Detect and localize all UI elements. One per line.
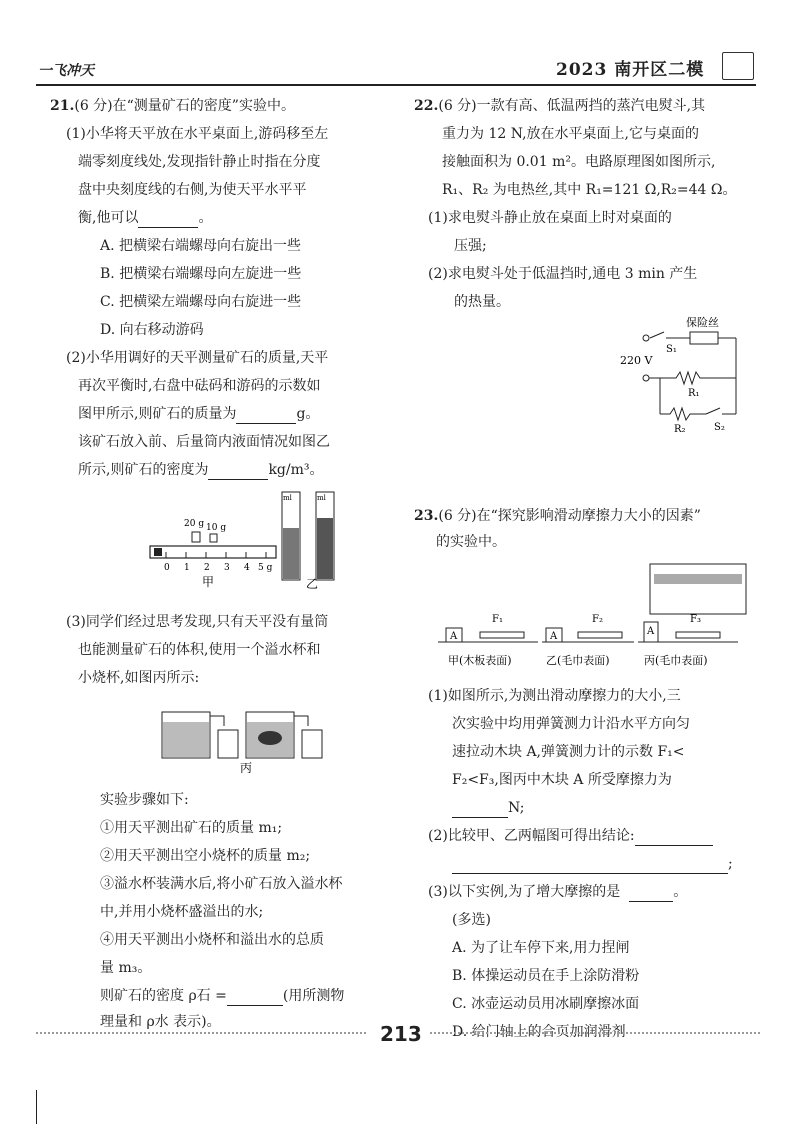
q23-text: 速拉动木块 A,弹簧测力计的示数 F₁< xyxy=(452,744,685,760)
rider-icon xyxy=(154,548,162,556)
voltage-label: 220 V xyxy=(620,354,653,367)
header-title: 2023 南开区二模 xyxy=(556,60,705,80)
step: 中,并用小烧杯盛溢出的水; xyxy=(100,904,264,920)
option-b: B. 把横梁右端螺母向左旋进一些 xyxy=(100,266,302,282)
q21-text: 盘中央刻度线的右侧,为使天平水平平 xyxy=(78,182,307,198)
header-rule xyxy=(36,84,756,86)
q21-text: 端零刻度线处,发现指针静止时指在分度 xyxy=(78,154,321,170)
q21-text: 该矿石放入前、后量筒内液面情况如图乙 xyxy=(78,434,330,450)
weight-label: 20 g xyxy=(184,519,205,529)
figure-balance-cylinders xyxy=(146,478,406,598)
terminal-icon xyxy=(643,375,649,381)
scale-tick-label: 3 xyxy=(224,563,230,573)
option-a: A. 把横梁右端螺母向右旋出一些 xyxy=(100,238,302,254)
q22-line: 的热量。 xyxy=(454,294,510,310)
step: 量 m₃。 xyxy=(100,960,152,976)
option-c: C. 把横梁左端螺母向右旋进一些 xyxy=(100,294,302,310)
step: ④用天平测出小烧杯和溢出水的总质 xyxy=(100,932,324,948)
q22-line: R₁、R₂ 为电热丝,其中 R₁=121 Ω,R₂=44 Ω。 xyxy=(442,182,737,198)
fuse-label: 保险丝 xyxy=(686,316,719,329)
r1-resistor-icon xyxy=(660,372,736,384)
answer-blank[interactable] xyxy=(635,831,713,846)
q22-line: 重力为 12 N,放在水平桌面上,它与桌面的 xyxy=(442,126,699,142)
weight-label: 10 g xyxy=(206,523,227,533)
answer-blank[interactable] xyxy=(138,213,198,228)
q21-text: (1)小华将天平放在水平桌面上,游码移至左 xyxy=(66,126,329,142)
q23-multi: (多选) xyxy=(452,912,491,928)
block-label: A xyxy=(450,631,458,642)
step: ③溢水杯装满水后,将小矿石放入溢水杯 xyxy=(100,876,343,892)
weight-icon xyxy=(192,532,200,542)
liquid-before xyxy=(283,528,299,579)
spout-2 xyxy=(294,716,308,726)
figure-label-yi: 乙 xyxy=(306,577,319,591)
ore-icon xyxy=(258,731,282,745)
answer-blank[interactable] xyxy=(629,887,673,902)
spring-scale-icon xyxy=(676,632,720,638)
figure-label: 乙(毛巾表面) xyxy=(546,654,610,667)
spring-scale-icon xyxy=(578,632,622,638)
q23-text: F₂<F₃,图丙中木块 A 所受摩擦力为 xyxy=(452,772,672,788)
q22-line: 接触面积为 0.01 m²。电路原理图如图所示, xyxy=(442,154,716,170)
q22-line: (1)求电熨斗静止放在桌面上时对桌面的 xyxy=(428,210,672,226)
s1-label: S₁ xyxy=(666,344,677,355)
footer-rule-left xyxy=(36,1032,366,1034)
answer-blank[interactable] xyxy=(227,991,283,1006)
small-beaker-2 xyxy=(302,730,322,758)
q21-text: 衡,他可以 。 xyxy=(78,210,213,226)
fuse-icon xyxy=(690,332,718,344)
terminal-icon xyxy=(643,335,649,341)
block-label: A xyxy=(647,626,655,637)
figure-label-jia: 甲 xyxy=(202,575,215,589)
answer-blank[interactable] xyxy=(452,859,728,874)
option-d: D. 向右移动游码 xyxy=(100,322,204,338)
cylinder-unit: ml xyxy=(317,494,326,502)
scale-tick-label: 4 xyxy=(244,563,250,573)
footer-rule-right xyxy=(430,1032,760,1034)
cylinder-unit: ml xyxy=(283,494,292,502)
water xyxy=(163,722,209,757)
q21-text: 再次平衡时,右盘中砝码和游码的示数如 xyxy=(78,378,321,394)
spout xyxy=(210,716,224,726)
q22-line: (2)求电熨斗处于低温挡时,通电 3 min 产生 xyxy=(428,266,698,282)
margin-mark xyxy=(36,1090,37,1124)
balance-beam xyxy=(150,546,276,558)
q21-text: 所示,则矿石的密度为 kg/m³。 xyxy=(78,462,324,478)
s2-label: S₂ xyxy=(714,422,725,433)
spring-scale-zoom xyxy=(650,564,746,614)
header-stamp-icon xyxy=(722,52,754,80)
block-label: A xyxy=(550,631,558,642)
option-d: D. 给门轴上的合页加润滑剂 xyxy=(452,1024,626,1040)
q23-text: (1)如图所示,为测出滑动摩擦力的大小,三 xyxy=(428,688,681,704)
q23-text: 次实验中均用弹簧测力计沿水平方向匀 xyxy=(452,716,690,732)
force-label: F₂ xyxy=(592,614,603,625)
scale-tick-label: 1 xyxy=(184,563,190,573)
q22-line: 22.(6 分)一款有高、低温两挡的蒸汽电熨斗,其 xyxy=(414,98,706,114)
figure-overflow-cup xyxy=(160,696,330,776)
answer-blank[interactable] xyxy=(236,409,296,424)
figure-label-bing: 丙 xyxy=(240,761,253,775)
force-label: F₁ xyxy=(492,614,503,625)
page-number: 213 xyxy=(380,1022,422,1046)
q21-text: (3)同学们经过思考发现,只有天平没有量筒 xyxy=(66,614,329,630)
q21-intro: 21.(6 分)在“测量矿石的密度”实验中。 xyxy=(50,98,295,114)
q21-last: 理量和 ρ水 表示)。 xyxy=(100,1014,221,1030)
spring-scale-icon xyxy=(480,632,524,638)
q23-intro: 23.(6 分)在“探究影响滑动摩擦力大小的因素” xyxy=(414,508,701,524)
switch-s2 xyxy=(706,408,720,414)
q21-text: (2)小华用调好的天平测量矿石的质量,天平 xyxy=(66,350,329,366)
r1-label: R₁ xyxy=(688,388,700,399)
liquid-after xyxy=(317,518,333,579)
q21-text: 小烧杯,如图丙所示: xyxy=(78,670,200,686)
option-b: B. 体操运动员在手上涂防滑粉 xyxy=(452,968,640,984)
q23-text: ; xyxy=(452,854,733,874)
option-c: C. 冰壶运动员用冰刷摩擦冰面 xyxy=(452,996,640,1012)
steps-title: 实验步骤如下: xyxy=(100,792,189,808)
q23-intro: 的实验中。 xyxy=(436,534,506,550)
scale-body xyxy=(654,574,742,584)
q21-text: 图甲所示,则矿石的质量为 g。 xyxy=(78,406,320,422)
scale-tick-label: 5 g xyxy=(258,563,273,573)
figure-label: 丙(毛巾表面) xyxy=(644,654,708,667)
friction-figures xyxy=(438,562,758,672)
scale-tick-label: 2 xyxy=(204,563,210,573)
answer-blank[interactable] xyxy=(452,803,508,818)
option-a: A. 为了让车停下来,用力捏闸 xyxy=(452,940,630,956)
figure-label: 甲(木板表面) xyxy=(448,654,512,667)
force-label: F₃ xyxy=(690,614,701,625)
q23-text: (2)比较甲、乙两幅图可得出结论: xyxy=(428,826,713,846)
q21-text: 也能测量矿石的体积,使用一个溢水杯和 xyxy=(78,642,321,658)
small-beaker xyxy=(218,730,238,758)
q23-text: N; xyxy=(452,798,524,818)
step: ②用天平测出空小烧杯的质量 m₂; xyxy=(100,848,311,864)
q23-text: (3)以下实例,为了增大摩擦的是 。 xyxy=(428,884,688,900)
circuit-diagram xyxy=(610,310,750,440)
brand-logo: 一飞冲天 xyxy=(38,63,94,79)
switch-s1 xyxy=(650,332,664,338)
q22-line: 压强; xyxy=(454,238,487,254)
r2-label: R₂ xyxy=(674,424,686,435)
q21-last: 则矿石的密度 ρ石 = (用所测物 xyxy=(100,988,345,1004)
step: ①用天平测出矿石的质量 m₁; xyxy=(100,820,283,836)
weight-icon xyxy=(210,534,217,542)
scale-tick-label: 0 xyxy=(164,563,170,573)
r2-resistor-icon xyxy=(660,408,706,420)
